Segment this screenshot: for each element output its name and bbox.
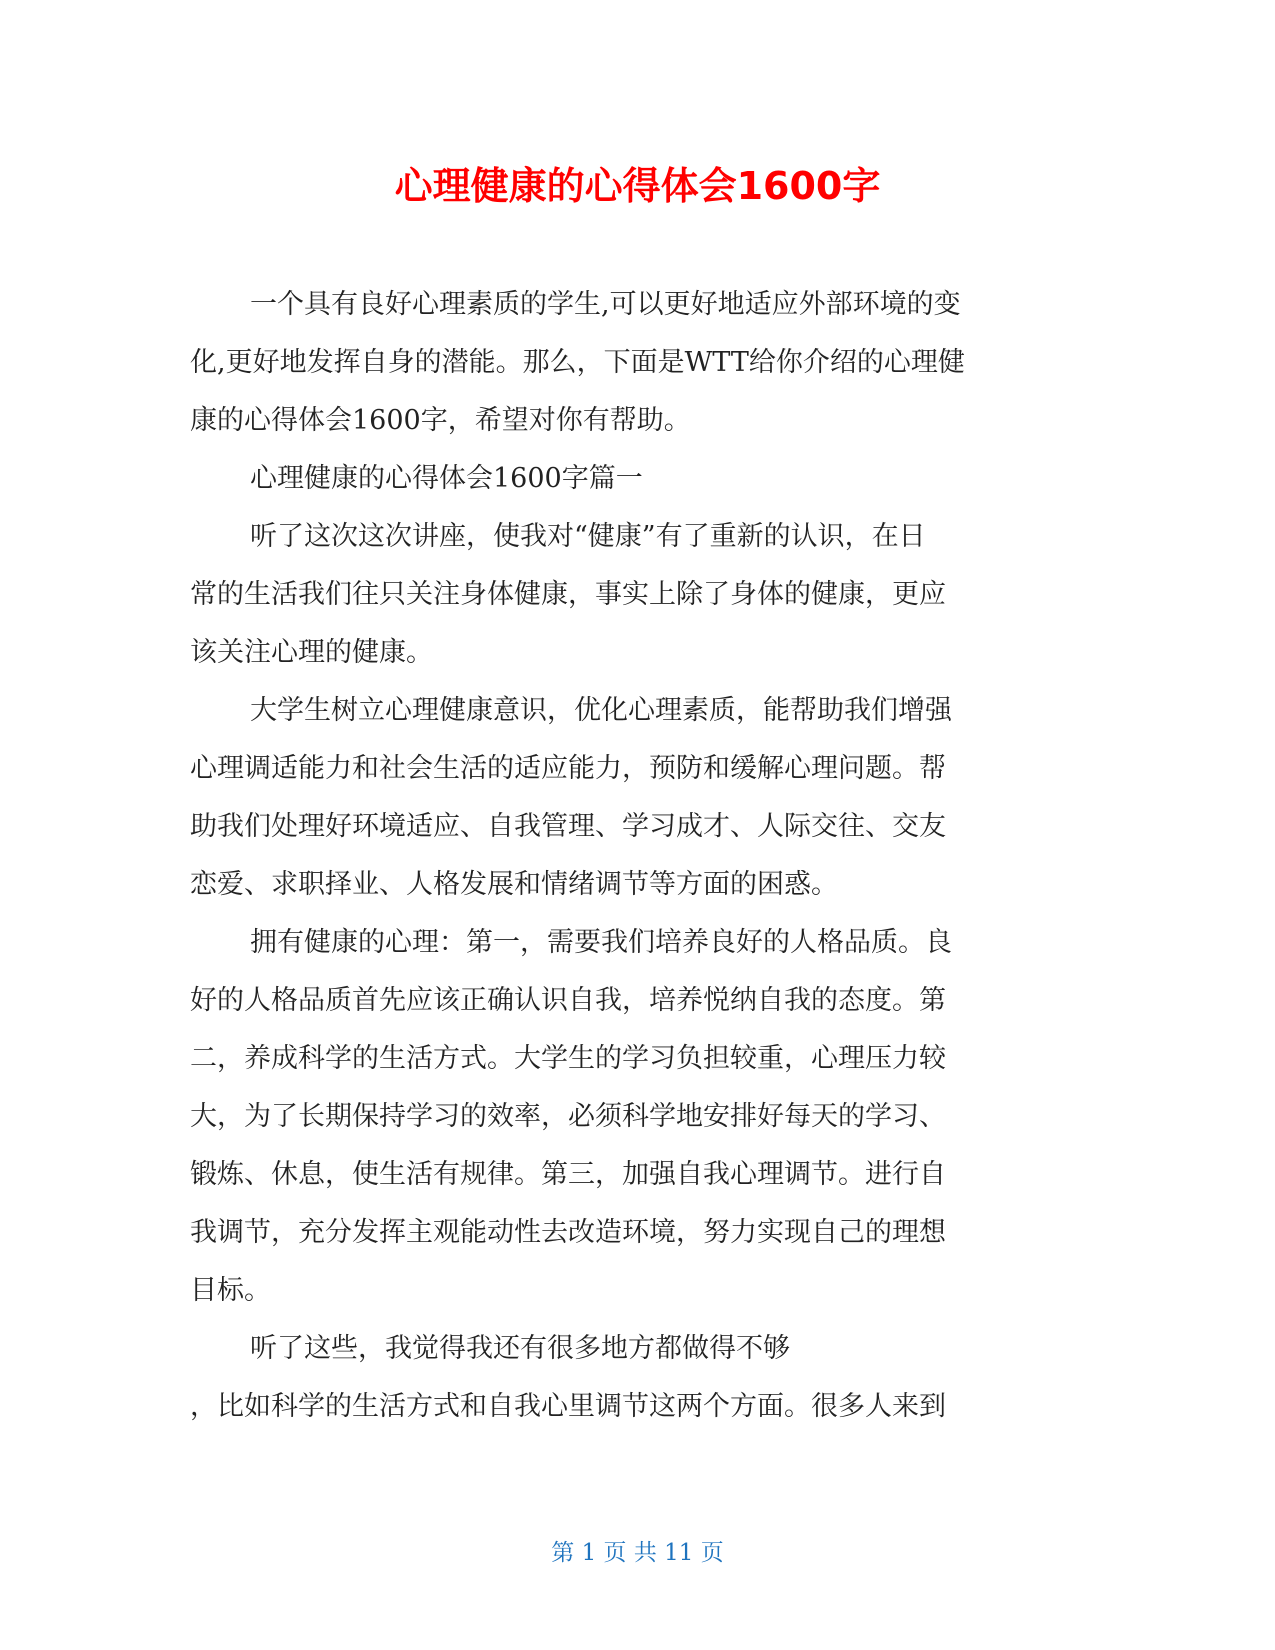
paragraph-1-line-2: 化,更好地发挥自身的潜能。那么，下面是WTT给你介绍的心理健 [190,347,965,378]
paragraph-5-line-1: 听了这些，我觉得我还有很多地方都做得不够 [250,1333,790,1364]
paragraph-1-line-1: 一个具有良好心理素质的学生,可以更好地适应外部环境的变 [250,289,961,320]
paragraph-4-line-2: 好的人格品质首先应该正确认识自我，培养悦纳自我的态度。第 [190,985,946,1016]
paragraph-1-line-3: 康的心得体会1600字，希望对你有帮助。 [190,405,691,436]
paragraph-4-line-6: 我调节，充分发挥主观能动性去改造环境，努力实现自己的理想 [190,1217,946,1248]
paragraph-3-line-3: 助我们处理好环境适应、自我管理、学习成才、人际交往、交友 [190,811,946,842]
paragraph-4-line-7: 目标。 [190,1275,271,1306]
paragraph-3-line-1: 大学生树立心理健康意识，优化心理素质，能帮助我们增强 [250,695,952,726]
paragraph-3-line-4: 恋爱、求职择业、人格发展和情绪调节等方面的困惑。 [190,869,838,900]
paragraph-4-line-5: 锻炼、休息，使生活有规律。第三，加强自我心理调节。进行自 [190,1159,946,1190]
paragraph-2-line-1: 听了这次这次讲座，使我对“健康”有了重新的认识，在日 [250,521,926,552]
paragraph-4-line-1: 拥有健康的心理：第一，需要我们培养良好的人格品质。良 [250,927,952,958]
paragraph-2-line-2: 常的生活我们往只关注身体健康，事实上除了身体的健康，更应 [190,579,946,610]
paragraph-3-line-2: 心理调适能力和社会生活的适应能力，预防和缓解心理问题。帮 [190,753,946,784]
page-number-footer: 第 1 页 共 11 页 [551,1540,724,1566]
section-heading-1: 心理健康的心得体会1600字篇一 [250,463,643,494]
paragraph-5-line-2: ，比如科学的生活方式和自我心里调节这两个方面。很多人来到 [190,1391,946,1422]
paragraph-2-line-3: 该关注心理的健康。 [190,637,433,668]
paragraph-4-line-3: 二，养成科学的生活方式。大学生的学习负担较重，心理压力较 [190,1043,946,1074]
paragraph-4-line-4: 大，为了长期保持学习的效率，必须科学地安排好每天的学习、 [190,1101,946,1132]
document-title: 心理健康的心得体会1600字 [394,164,881,208]
